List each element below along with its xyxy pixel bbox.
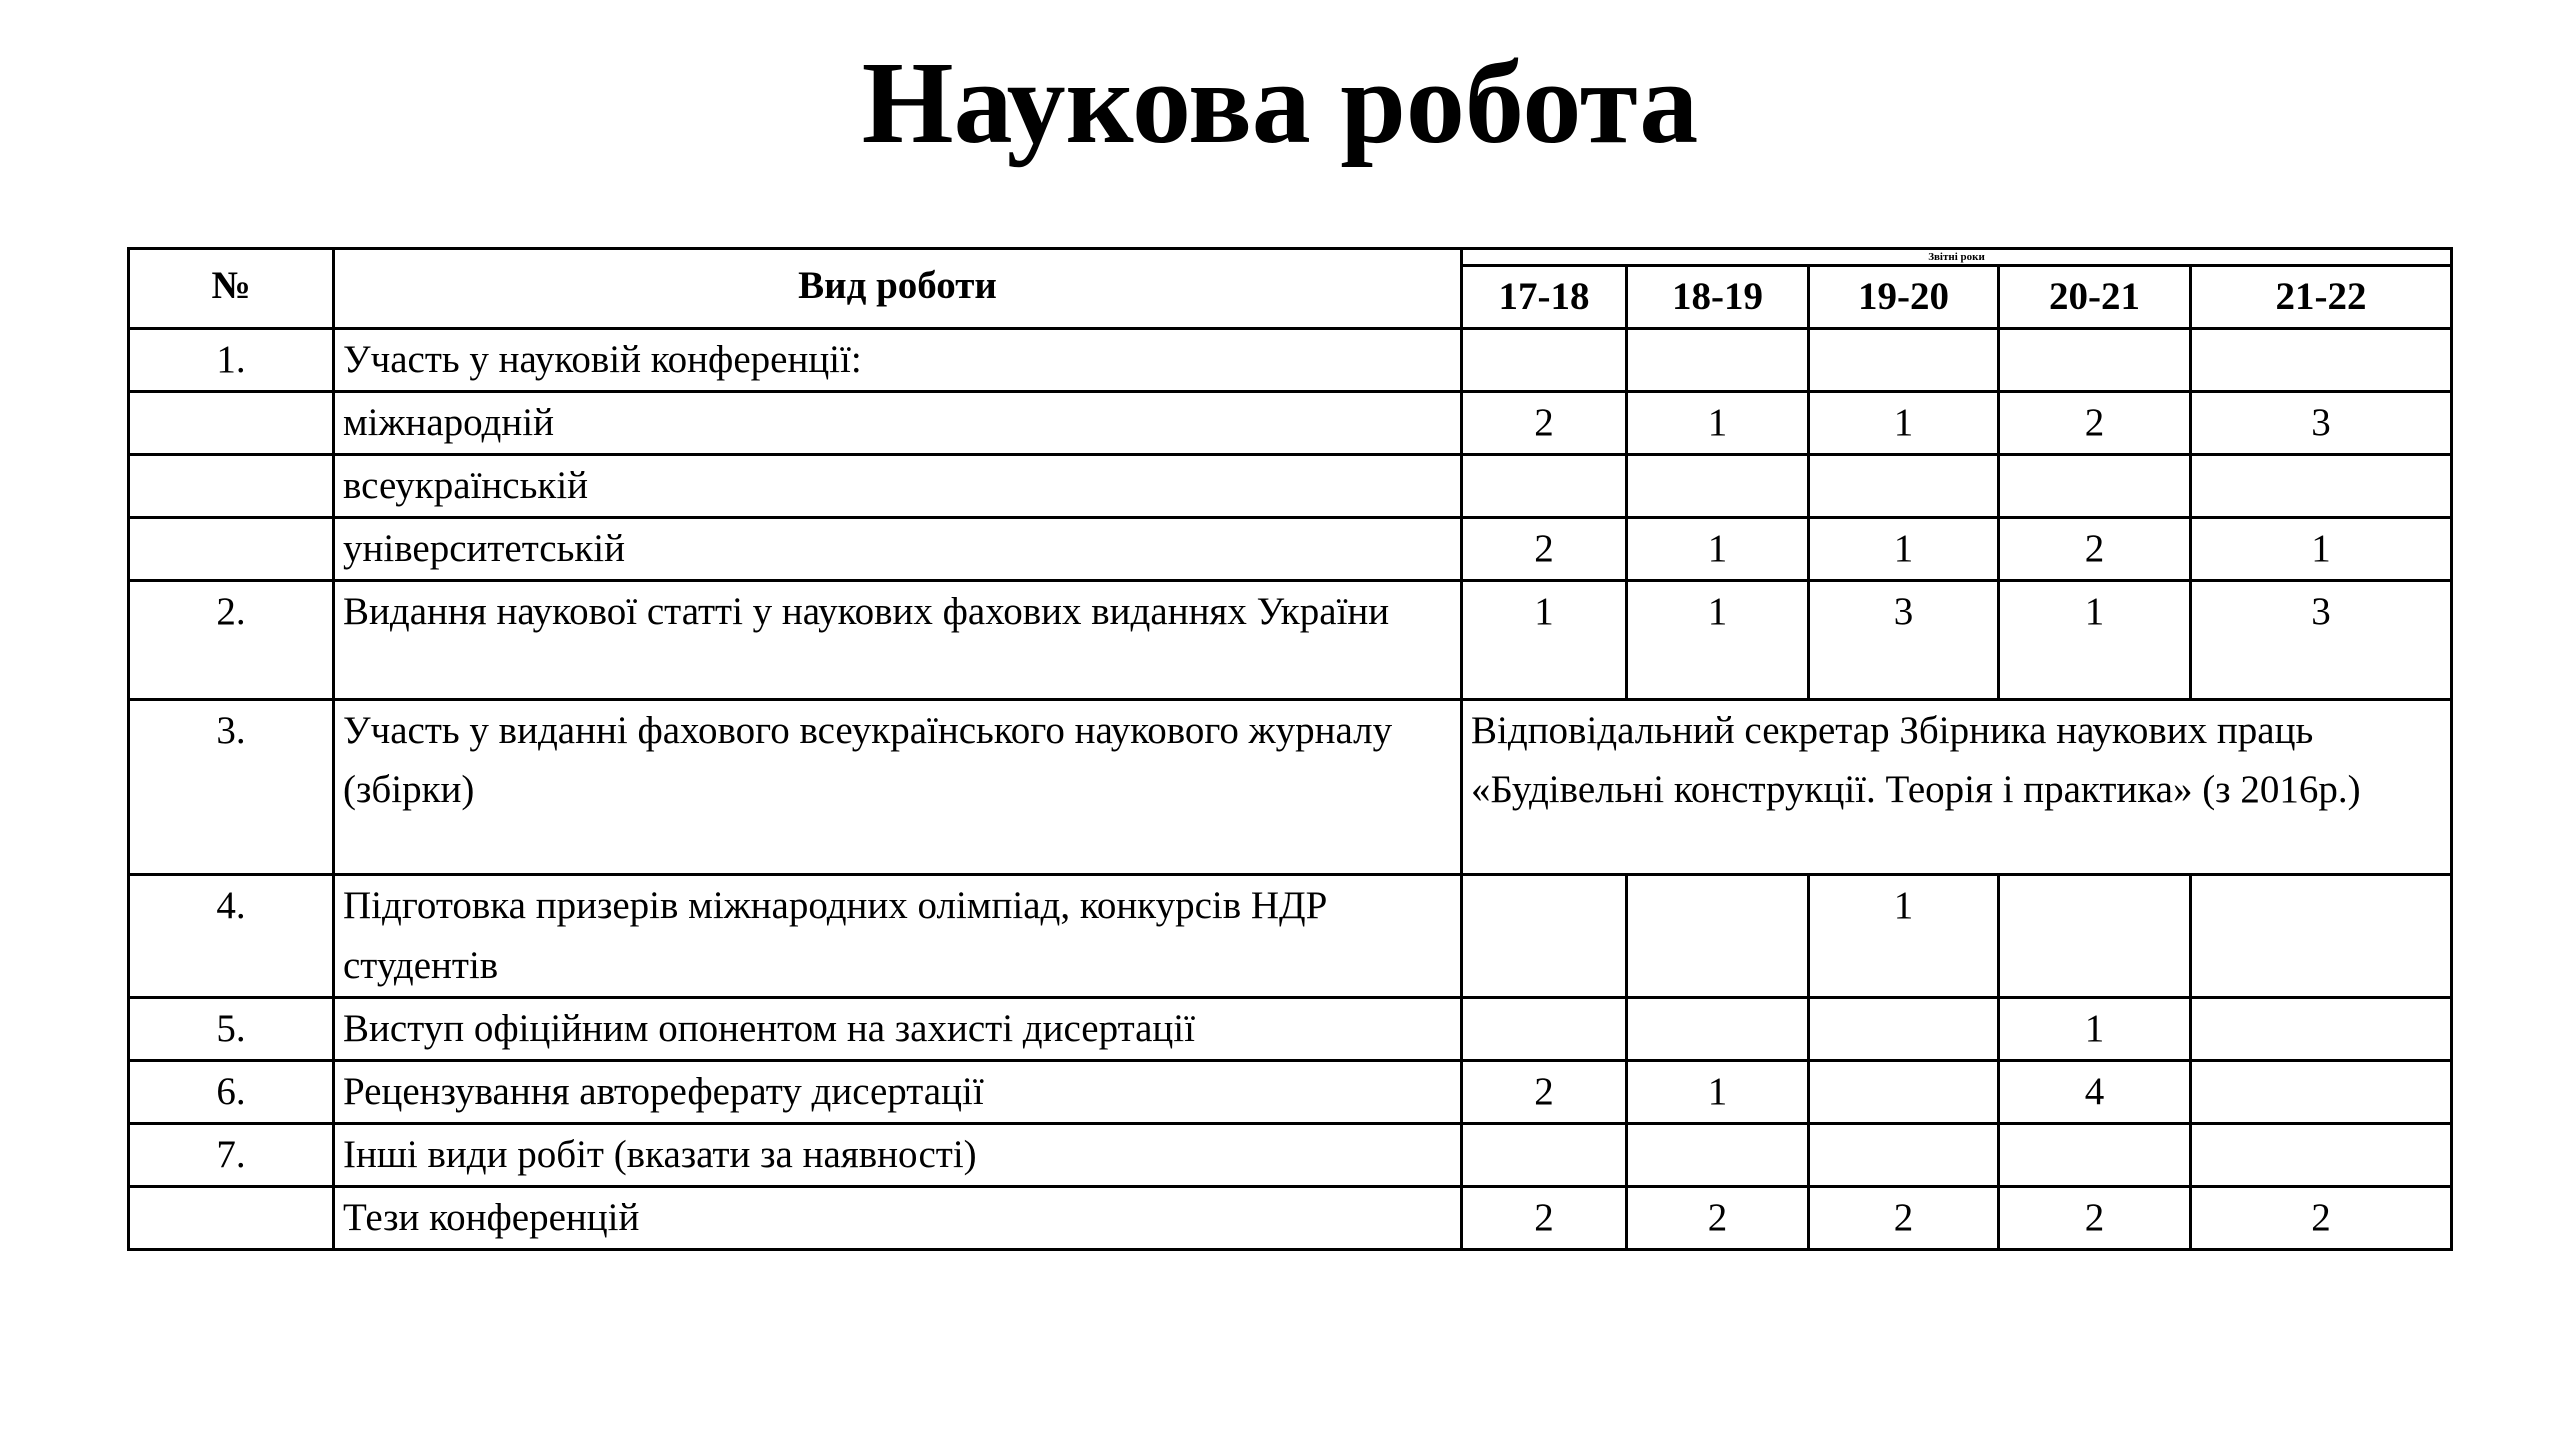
row-number: 1.	[129, 329, 334, 392]
row-value: 2	[1462, 392, 1627, 455]
row-value	[1462, 998, 1627, 1061]
row-value	[1462, 329, 1627, 392]
row-value	[1809, 455, 1999, 518]
header-work-type: Вид роботи	[334, 249, 1462, 329]
row-value	[2191, 329, 2452, 392]
row-number	[129, 455, 334, 518]
table-row	[129, 875, 2452, 998]
row-value: 1	[1627, 518, 1809, 581]
table-row	[129, 518, 2452, 581]
row-value: 1	[1809, 875, 1999, 998]
header-year: 18-19	[1627, 266, 1809, 329]
row-value: 1	[1999, 998, 2191, 1061]
row-work-type: Участь у виданні фахового всеукраїнського наукового журналу (збірки)	[334, 700, 1462, 875]
row-value: 1	[1462, 581, 1627, 700]
row-value	[1999, 329, 2191, 392]
row-number: 2.	[129, 581, 334, 700]
row-value: 2	[1462, 518, 1627, 581]
header-year: 21-22	[2191, 266, 2452, 329]
row-work-type: міжнародній	[334, 392, 1462, 455]
header-report-years: Звітні роки	[1462, 249, 2452, 266]
row-value	[1999, 875, 2191, 998]
header-number: №	[129, 249, 334, 329]
row-value: 1	[1627, 1061, 1809, 1124]
row-value	[2191, 1061, 2452, 1124]
science-work-table	[127, 247, 2453, 1251]
row-value	[1999, 1124, 2191, 1187]
table-row	[129, 581, 2452, 700]
row-value	[1627, 329, 1809, 392]
row-note: Відповідальний секретар Збірника наукових праць «Будівельні конструкції. Теорія і практика» (з 2016р.)	[1462, 700, 2452, 875]
row-value: 1	[1627, 392, 1809, 455]
header-year: 19-20	[1809, 266, 1999, 329]
row-value: 3	[1809, 581, 1999, 700]
row-number: 7.	[129, 1124, 334, 1187]
row-value: 2	[1999, 1187, 2191, 1250]
row-value: 3	[2191, 581, 2452, 700]
row-number: 5.	[129, 998, 334, 1061]
table-row	[129, 998, 2452, 1061]
table-row	[129, 1124, 2452, 1187]
row-value	[1627, 1124, 1809, 1187]
row-value	[1462, 455, 1627, 518]
row-value: 2	[1999, 392, 2191, 455]
row-value	[1627, 875, 1809, 998]
row-value	[1462, 875, 1627, 998]
row-value	[1462, 1124, 1627, 1187]
row-value	[2191, 1124, 2452, 1187]
row-value: 2	[1462, 1061, 1627, 1124]
header-year: 17-18	[1462, 266, 1627, 329]
row-work-type: всеукраїнській	[334, 455, 1462, 518]
row-work-type: Підготовка призерів міжнародних олімпіад, конкурсів НДР студентів	[334, 875, 1462, 998]
row-value: 2	[1999, 518, 2191, 581]
table-row	[129, 1061, 2452, 1124]
table-row	[129, 329, 2452, 392]
row-work-type: Виступ офіційним опонентом на захисті дисертації	[334, 998, 1462, 1061]
row-value	[2191, 455, 2452, 518]
row-value: 2	[2191, 1187, 2452, 1250]
row-number: 4.	[129, 875, 334, 998]
row-value: 3	[2191, 392, 2452, 455]
row-number	[129, 392, 334, 455]
row-number	[129, 518, 334, 581]
row-value: 1	[1999, 581, 2191, 700]
table-row	[129, 1187, 2452, 1250]
row-number: 3.	[129, 700, 334, 875]
row-value: 1	[1809, 392, 1999, 455]
row-value	[1809, 998, 1999, 1061]
row-work-type: університетській	[334, 518, 1462, 581]
header-year: 20-21	[1999, 266, 2191, 329]
table-row	[129, 700, 2452, 875]
row-value	[1999, 455, 2191, 518]
row-value	[1809, 1061, 1999, 1124]
row-value: 2	[1627, 1187, 1809, 1250]
row-value	[1627, 455, 1809, 518]
row-value	[1627, 998, 1809, 1061]
table-row	[129, 392, 2452, 455]
header-row-caption	[129, 249, 2452, 266]
row-value: 2	[1462, 1187, 1627, 1250]
row-value	[1809, 329, 1999, 392]
row-work-type: Інші види робіт (вказати за наявності)	[334, 1124, 1462, 1187]
row-value	[2191, 875, 2452, 998]
row-number	[129, 1187, 334, 1250]
row-number: 6.	[129, 1061, 334, 1124]
row-work-type: Видання наукової статті у наукових фахових виданнях України	[334, 581, 1462, 700]
row-value: 4	[1999, 1061, 2191, 1124]
row-value	[1809, 1124, 1999, 1187]
row-value: 2	[1809, 1187, 1999, 1250]
row-value: 1	[2191, 518, 2452, 581]
table-row	[129, 455, 2452, 518]
page-title: Наукова робота	[861, 37, 1699, 168]
row-work-type: Рецензування автореферату дисертації	[334, 1061, 1462, 1124]
row-value	[2191, 998, 2452, 1061]
row-work-type: Участь у науковій конференції:	[334, 329, 1462, 392]
row-value: 1	[1809, 518, 1999, 581]
row-value: 1	[1627, 581, 1809, 700]
row-work-type: Тези конференцій	[334, 1187, 1462, 1250]
